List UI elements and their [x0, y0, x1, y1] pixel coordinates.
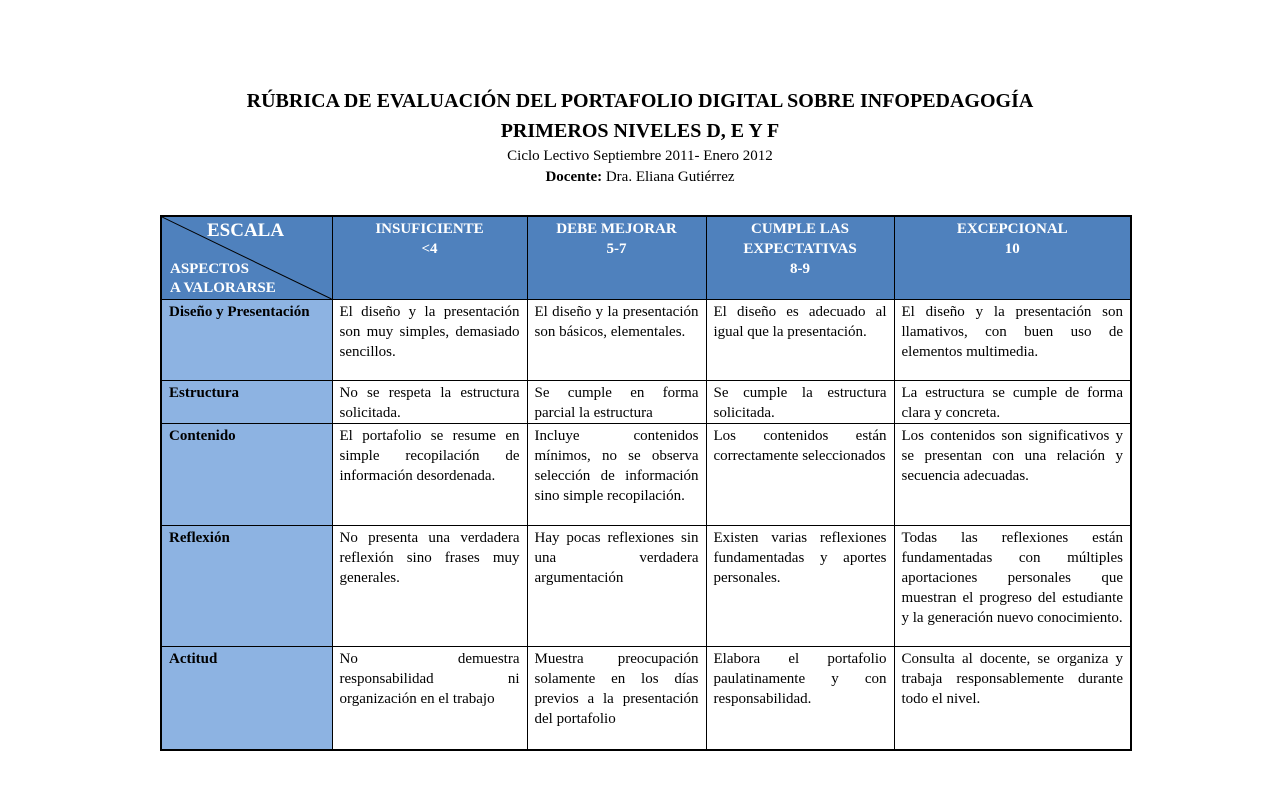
criteria-cell: No demuestra responsabilidad ni organización en el trabajo: [332, 647, 527, 751]
column-score: <4: [421, 241, 438, 257]
teacher-line: [0, 167, 1280, 188]
column-score: 10: [1004, 241, 1020, 257]
criteria-cell: El diseño y la presentación son básicos, elementales.: [527, 300, 706, 381]
column-name: EXCEPCIONAL: [956, 221, 1068, 237]
table-row: [161, 647, 1131, 751]
table-row: [161, 424, 1131, 526]
table-row: [161, 381, 1131, 424]
document-title-line1: RÚBRICA DE EVALUACIÓN DEL PORTAFOLIO DIGITAL SOBRE INFOPEDAGOGÍA: [246, 90, 1034, 112]
column-header-cumple: [706, 216, 894, 300]
column-header-excepcional: [894, 216, 1131, 300]
column-header-insuficiente: [332, 216, 527, 300]
criteria-cell: La estructura se cumple de forma clara y concreta.: [894, 381, 1131, 424]
criteria-cell: Los contenidos son significativos y se presentan con una relación y secuencia adecuadas.: [894, 424, 1131, 526]
teacher-name: Dra. Eliana Gutiérrez: [605, 169, 735, 185]
criteria-cell: Todas las reflexiones están fundamentadas con múltiples aportaciones personales que muestran el progreso del estudiante y la generación nuevo conocimiento.: [894, 526, 1131, 647]
criteria-cell: Incluye contenidos mínimos, no se observa selección de información sino simple recopilación.: [527, 424, 706, 526]
aspects-label-line2: A VALORARSE: [170, 280, 276, 296]
criteria-cell: Los contenidos están correctamente seleccionados: [706, 424, 894, 526]
criteria-cell: El portafolio se resume en simple recopilación de información desordenada.: [332, 424, 527, 526]
aspect-cell: Actitud: [161, 647, 332, 751]
table-row: [161, 300, 1131, 381]
aspect-cell: Diseño y Presentación: [161, 300, 332, 381]
criteria-cell: Elabora el portafolio paulatinamente y con responsabilidad.: [706, 647, 894, 751]
column-name-line2: EXPECTATIVAS: [743, 241, 857, 257]
aspects-label-line1: ASPECTOS: [170, 261, 249, 277]
criteria-cell: El diseño y la presentación son llamativos, con buen uso de elementos multimedia.: [894, 300, 1131, 381]
cycle-text: Ciclo Lectivo Septiembre 2011- Enero 2012: [507, 148, 773, 164]
column-name: DEBE MEJORAR: [556, 221, 677, 237]
criteria-cell: Se cumple en forma parcial la estructura: [527, 381, 706, 424]
rubric-header-row: [161, 216, 1131, 300]
criteria-cell: Existen varias reflexiones fundamentadas y aportes personales.: [706, 526, 894, 647]
teacher-label: Docente:: [545, 169, 603, 185]
aspect-cell: Contenido: [161, 424, 332, 526]
criteria-cell: El diseño es adecuado al igual que la presentación.: [706, 300, 894, 381]
aspects-label: [170, 260, 276, 298]
column-header-debe-mejorar: [527, 216, 706, 300]
scale-label: ESCALA: [207, 220, 285, 241]
corner-header-cell: [161, 216, 332, 300]
aspect-cell: Reflexión: [161, 526, 332, 647]
criteria-cell: Consulta al docente, se organiza y trabaja responsablemente durante todo el nivel.: [894, 647, 1131, 751]
column-score: 5-7: [606, 241, 627, 257]
aspect-cell: Estructura: [161, 381, 332, 424]
document-header: [0, 86, 1280, 188]
column-name-line1: CUMPLE LAS: [751, 221, 849, 237]
criteria-cell: Se cumple la estructura solicitada.: [706, 381, 894, 424]
criteria-cell: No presenta una verdadera reflexión sino frases muy generales.: [332, 526, 527, 647]
column-name: INSUFICIENTE: [375, 221, 484, 237]
criteria-cell: El diseño y la presentación son muy simples, demasiado sencillos.: [332, 300, 527, 381]
criteria-cell: No se respeta la estructura solicitada.: [332, 381, 527, 424]
rubric-table: [160, 215, 1132, 751]
column-score: 8-9: [790, 261, 810, 277]
criteria-cell: Muestra preocupación solamente en los días previos a la presentación del portafolio: [527, 647, 706, 751]
table-row: [161, 526, 1131, 647]
document-title-line2: PRIMEROS NIVELES D, E Y F: [500, 120, 780, 142]
criteria-cell: Hay pocas reflexiones sin una verdadera argumentación: [527, 526, 706, 647]
